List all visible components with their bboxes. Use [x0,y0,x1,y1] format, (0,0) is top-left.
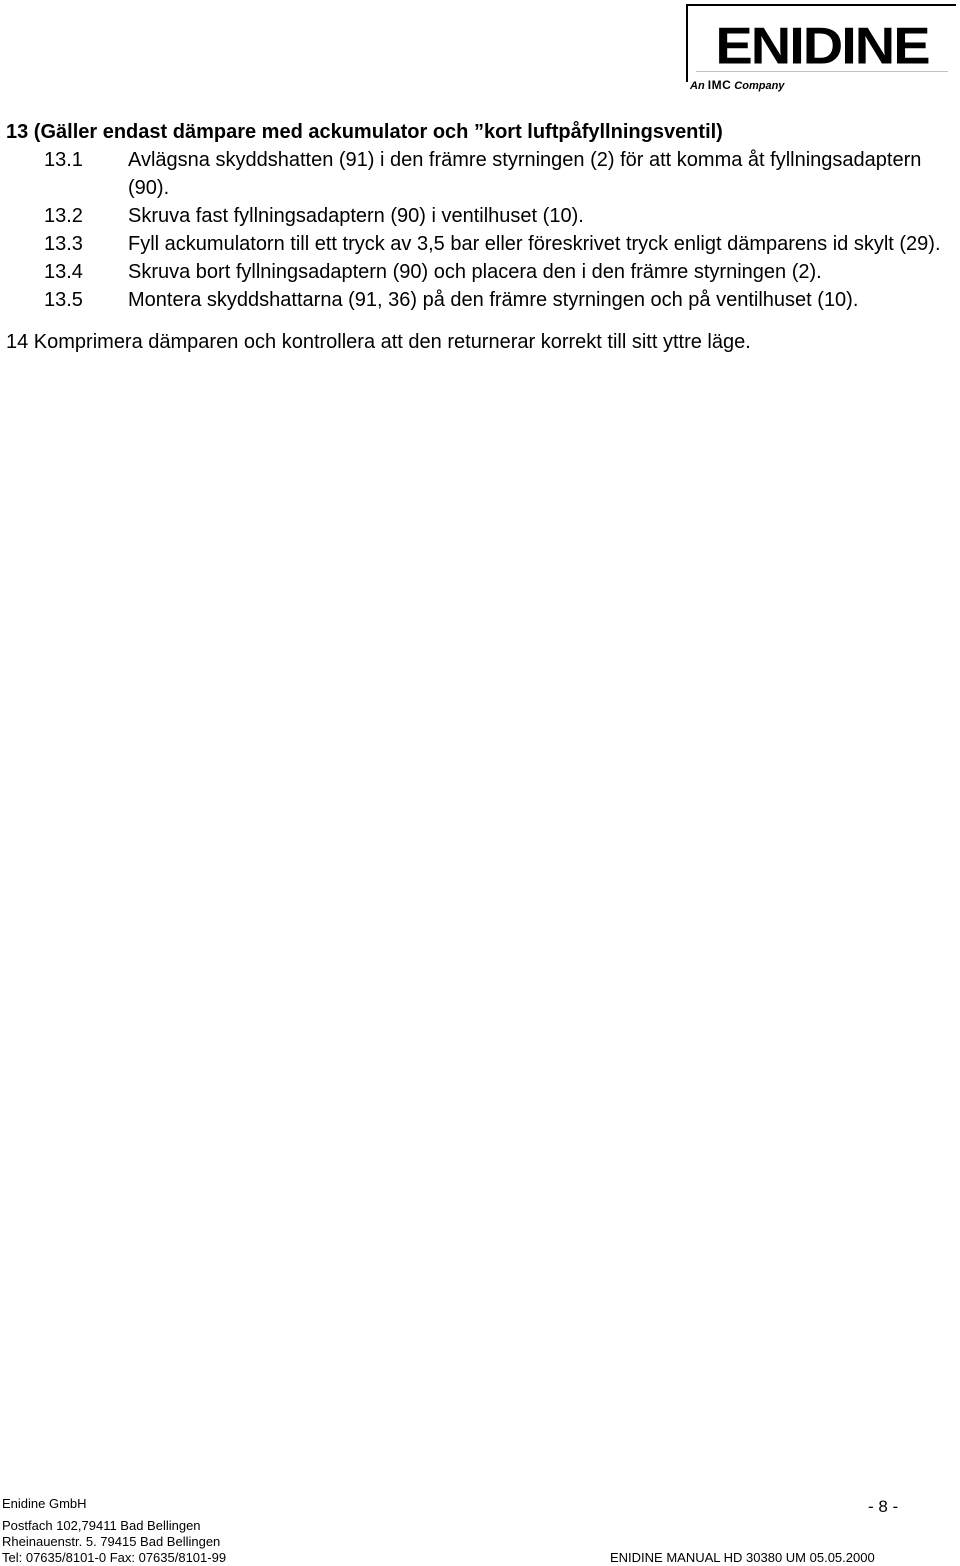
step-13-5 [6,286,946,314]
step-number: 13.4 [44,261,83,283]
footer-manual-id: ENIDINE MANUAL HD 30380 UM 05.05.2000 [610,1550,875,1565]
logo-wordmark: ENIDINE [696,20,948,72]
step-text: Avlägsna skyddshatten (91) i den främre styrningen (2) för att komma åt fyllningsadaptern (90). [128,149,922,199]
logo-tagline-brand: IMC [707,78,732,92]
step-13-4 [6,258,946,286]
step-text: Skruva fast fyllningsadaptern (90) i ventilhuset (10). [128,205,584,227]
section-13-heading: 13 (Gäller endast dämpare med ackumulator och ”kort luftpåfyllningsventil) [6,121,723,143]
step-text: Skruva bort fyllningsadaptern (90) och placera den i den främre styrningen (2). [128,261,822,283]
logo-tagline-suffix: Company [734,80,785,92]
footer-address-1: Postfach 102,79411 Bad Bellingen [2,1518,201,1533]
footer-company: Enidine GmbH [2,1496,87,1511]
section-14-text: 14 Komprimera dämparen och kontrollera att den returnerar korrekt till sitt yttre läge. [6,331,751,353]
step-13-3 [6,230,946,258]
footer-phone: Tel: 07635/8101-0 Fax: 07635/8101-99 [2,1550,227,1565]
document-body [6,118,946,356]
logo-tagline [690,78,787,92]
step-text: Fyll ackumulatorn till ett tryck av 3,5 bar eller föreskrivet tryck enligt dämparens id skylt (29). [128,233,941,255]
section-spacer [6,314,946,328]
step-13-2 [6,202,946,230]
footer-address-2: Rheinauenstr. 5. 79415 Bad Bellingen [2,1534,221,1549]
logo-tagline-prefix: An [690,80,705,92]
enidine-logo [686,4,958,92]
step-number: 13.2 [44,205,83,227]
page-number: - 8 - [868,1497,899,1516]
step-number: 13.1 [44,149,83,171]
step-number: 13.5 [44,289,83,311]
step-text: Montera skyddshattarna (91, 36) på den främre styrningen och på ventilhuset (10). [128,289,859,311]
step-number: 13.3 [44,233,83,255]
step-13-1 [6,146,946,202]
